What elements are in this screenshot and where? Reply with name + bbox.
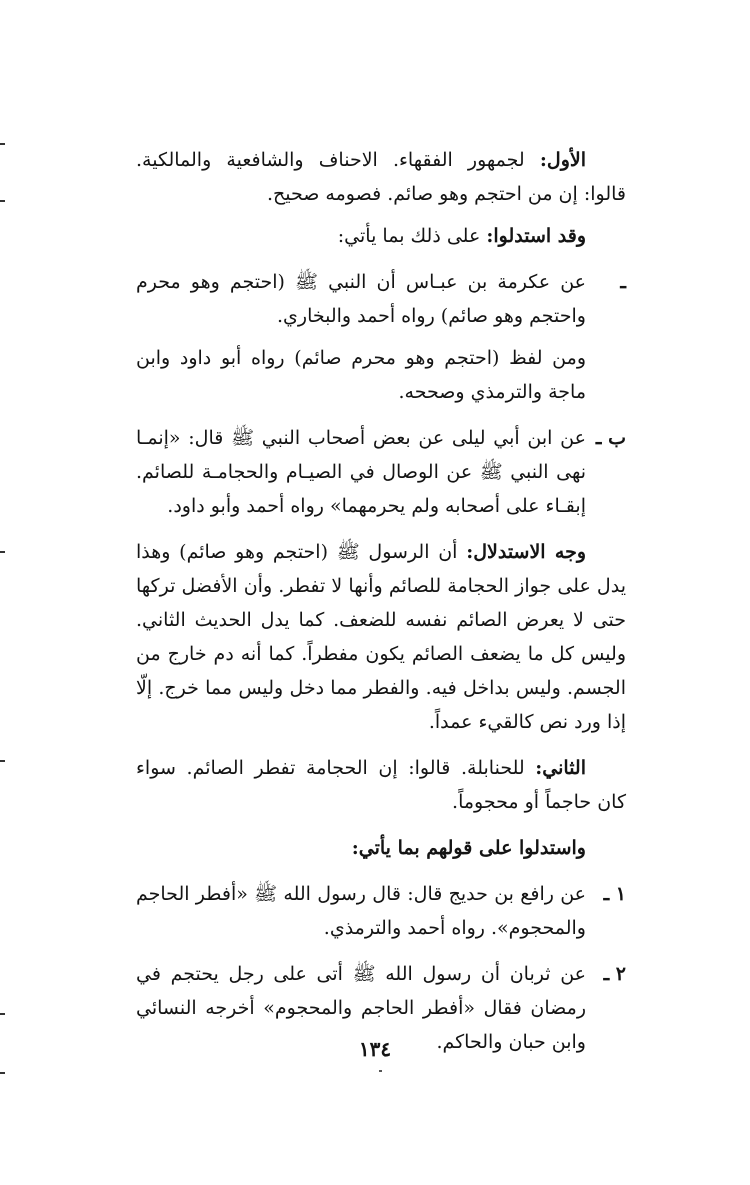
text-rafi-hadith: عن رافع بن حديج قال: قال رسول الله ﷺ «أفطر الحاجم والمحجوم». رواه أحمد والترمذي. (136, 883, 586, 939)
scan-speck (379, 1070, 382, 1072)
edge-mark (0, 760, 5, 762)
edge-mark (0, 200, 5, 202)
text-first-opinion: لجمهور الفقهاء. الاحناف والشافعية والمالكية. قالوا: إن من احتجم وهو صائم. فصومه صحيح. (136, 149, 626, 205)
text-inference: أن الرسول ﷺ (احتجم وهو صائم) وهذا يدل على جواز الحجامة للصائم وأنها لا تفطر. وأن الأفضل تركها حتى لا يعرض الصائم نفسه للضعف. كما يدل الحديث الثاني. وليس كل ما يضعف الصائم يكون مفطراً. كما أنه دم خارج من الجسم. وليس بداخل فيه. والفطر مما دخل وليس مما خرج. إلّا إذا ورد نص كالقيء عمداً. (136, 541, 626, 733)
text-ibn-abi-layla-hadith: عن ابن أبي ليلى عن بعض أصحاب النبي ﷺ قال: «إنمـا نهى النبي ﷺ عن الوصال في الصيـام والحجامـة للصائم. إبقـاء على أصحابه ولم يحرمهما» رواه أحمد وأبو داود. (136, 427, 586, 517)
list-item-ikrima (136, 265, 626, 333)
list-item-ibn-abi-layla (136, 421, 626, 523)
edge-mark (0, 551, 5, 553)
heading-second-opinion: الثاني: (535, 757, 586, 779)
paragraph-their-evidence (136, 831, 626, 865)
paragraph-inference (136, 535, 626, 739)
list-item-rafi (136, 877, 626, 945)
text-evidence-intro: على ذلك بما يأتي: (337, 225, 487, 247)
paragraph-other-wording (136, 341, 626, 409)
edge-mark (0, 1013, 5, 1015)
list-marker: ١ ـ (603, 883, 626, 905)
heading-their-evidence: واستدلوا على قولهم بما يأتي: (351, 837, 586, 859)
text-thawban-hadith: عن ثربان أن رسول الله ﷺ أتى على رجل يحتجم في رمضان فقال «أفطر الحاجم والمحجوم» أخرجه النسائي وابن حبان والحاكم. (136, 963, 586, 1053)
paragraph-second-opinion (136, 751, 626, 819)
page-number: ١٣٤ (358, 1037, 392, 1061)
list-marker: ٢ ـ (603, 963, 626, 985)
heading-first-opinion: الأول: (539, 149, 586, 171)
heading-inference: وجه الاستدلال: (466, 541, 586, 563)
list-marker: ـ (620, 271, 626, 293)
paragraph-evidence-intro (136, 219, 626, 253)
text-second-opinion: للحنابلة. قالوا: إن الحجامة تفطر الصائم. سواء كان حاجماً أو محجوماً. (136, 757, 626, 813)
edge-mark (0, 143, 5, 145)
text-ikrima-hadith: عن عكرمة بن عبـاس أن النبي ﷺ (احتجم وهو محرم واحتجم وهو صائم) رواه أحمد والبخاري. (136, 271, 586, 327)
list-marker: ب ـ (595, 427, 626, 449)
text-other-wording: ومن لفظ (احتجم وهو محرم صائم) رواه أبو داود وابن ماجة والترمذي وصححه. (136, 347, 586, 403)
paragraph-first-opinion (136, 143, 626, 211)
heading-evidence: وقد استدلوا: (486, 225, 586, 247)
edge-mark (0, 1072, 5, 1074)
body-text (136, 143, 626, 1059)
